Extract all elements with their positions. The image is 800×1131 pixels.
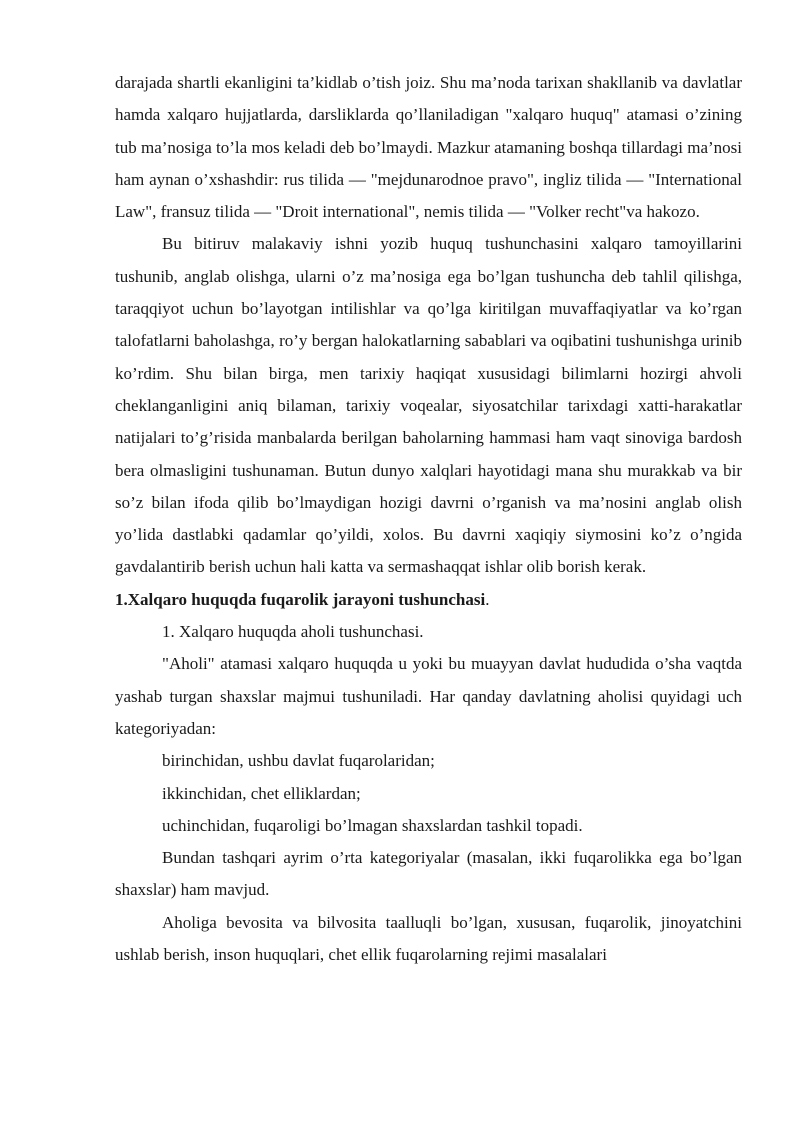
paragraph-intermediate-categories: Bundan tashqari ayrim o’rta kategoriyalar (masalan, ikki fuqarolikka ega bo’lgan shaxslar) ham mavjud.	[115, 848, 742, 900]
list-item-third: uchinchidan, fuqaroligi bo’lmagan shaxslardan tashkil topadi.	[162, 815, 583, 835]
list-item-first: birinchidan, ushbu davlat fuqarolaridan;	[162, 751, 435, 771]
list-item-second: ikkinchidan, chet elliklardan;	[162, 783, 361, 803]
section-heading-text: 1.Xalqaro huquqda fuqarolik jarayoni tushunchasi	[115, 589, 486, 609]
document-page	[115, 67, 742, 971]
paragraph-intro: darajada shartli ekanligini ta’kidlab o’tish joiz. Shu ma’noda tarixan shakllanib va davlatlar hamda xalqaro hujjatlarda, darsliklarda qo’llaniladigan "xalqaro huquq" atamasi o’zining tub ma’nosiga to’la mos keladi deb bo’lmaydi. Mazkur atamaning boshqa tillardagi ma’nosi ham aynan o’xshashdir: rus tilida — "mejdunarodnoe pravo", ingliz tilida — "International Law", fransuz tilida — "Droit international", nemis tilida — "Volker recht"va hakozo.	[115, 73, 742, 222]
paragraph-population-definition: "Aholi" atamasi xalqaro huquqda u yoki bu muayyan davlat hududida o’sha vaqtda yashab turgan shaxslar majmui tushuniladi. Har qanday davlatning aholisi quyidagi uch kategoriyadan:	[115, 654, 742, 738]
subsection-heading: 1. Xalqaro huquqda aholi tushunchasi.	[162, 622, 424, 642]
section-heading-dot: .	[485, 589, 490, 609]
paragraph-thesis-purpose: Bu bitiruv malakaviy ishni yozib huquq tushunchasini xalqaro tamoyillarini tushunib, anglab olishga, ularni o’z ma’nosiga ega bo’lgan tushuncha deb tahlil qilishga, taraqqiyot uchun bo’layotgan intilishlar va qo’lga kiritilgan muvaffaqiyatlar va ko’rgan talofatlarni baholashga, ro’y bergan halokatlarning sabablari va oqibatini tushunishga urinib ko’rdim. Shu bilan birga, men tarixiy haqiqat xususidagi bilimlarni hozirgi ahvoli cheklanganligini aniq bilaman, tarixiy voqealar, siyosatchilar tarixdagi xatti-harakatlar natijalari to’g’risida manbalarda berilgan baholarning hammasi ham vaqt sinoviga bardosh bera olmasligini tushunaman. Butun dunyo xalqlari hayotidagi mana shu murakkab va bir so’z bilan ifoda qilib bo’lmaydigan hozigi davrni o’rganish va ma’nosini anglab olish yo’lida dastlabki qadamlar qo’yildi, xolos. Bu davrni xaqiqiy siymosini ko’z o’ngida gavdalantirib berish uchun hali katta va sermashaqqat ishlar olib borish kerak.	[115, 234, 742, 577]
section-heading	[115, 584, 742, 616]
paragraph-population-issues: Aholiga bevosita va bilvosita taalluqli bo’lgan, xususan, fuqarolik, jinoyatchini ushlab berish, inson huquqlari, chet ellik fuqarolarning rejimi masalalari	[115, 912, 742, 965]
